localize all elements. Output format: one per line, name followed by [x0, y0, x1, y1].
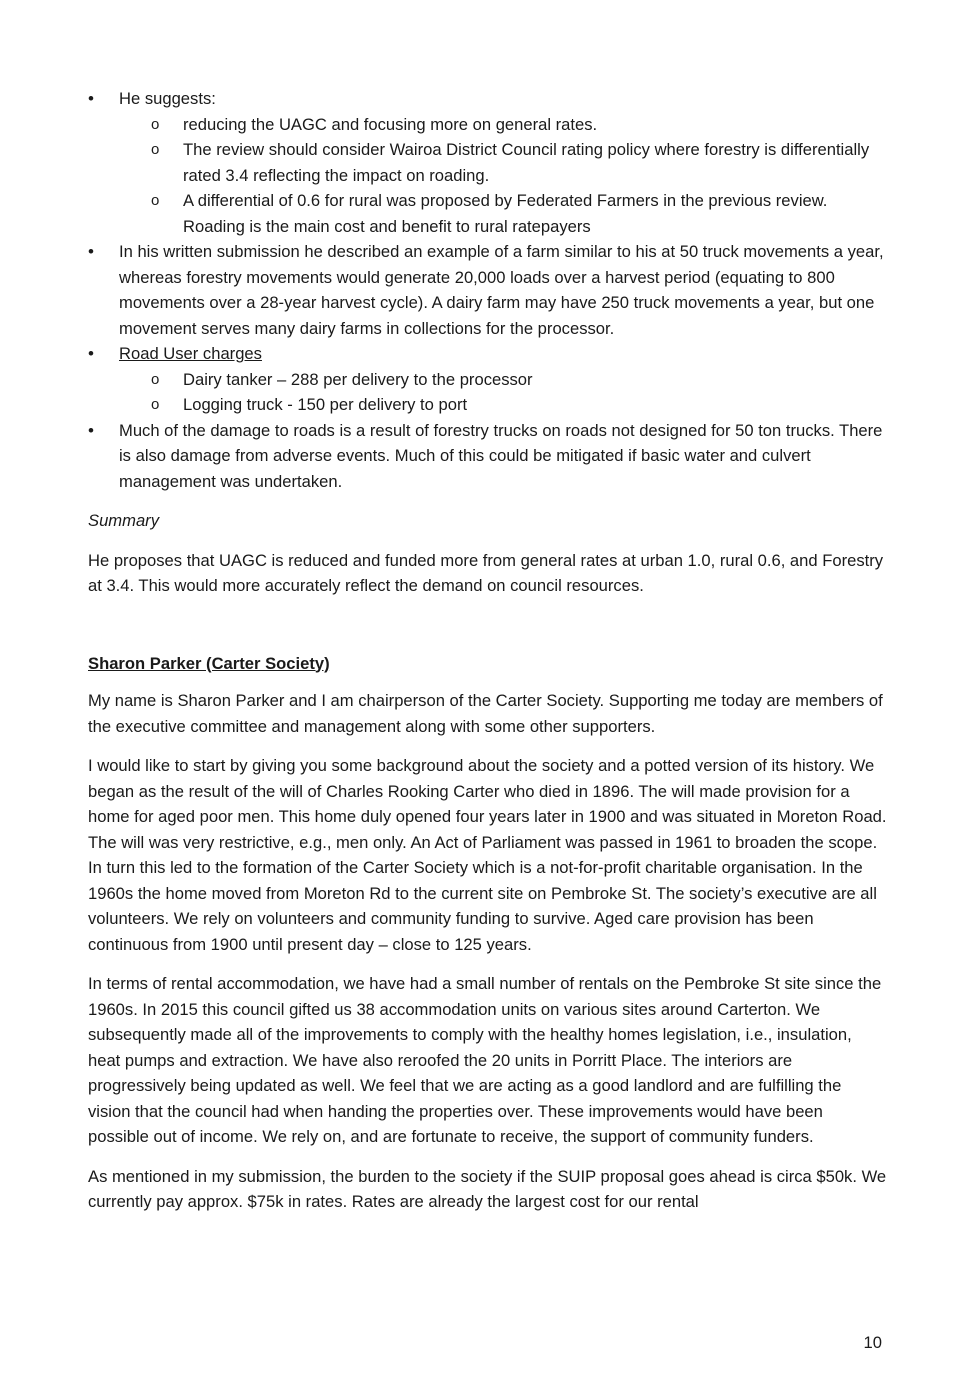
list-item	[88, 86, 888, 239]
paragraph: As mentioned in my submission, the burden to the society if the SUIP proposal goes ahead is circa $50k. We currently pay approx. $75k in rates. Rates are already the largest cost for our rental	[88, 1166, 887, 1211]
sub-list-item: o The review should consider Wairoa District Council rating policy where forestry is differentially rated 3.4 reflecting the impact on roading.	[183, 137, 888, 188]
list-item: • In his written submission he described an example of a farm similar to his at 50 truck movements a year, whereas forestry movements would generate 20,000 loads over a harvest period (equating to 800 movements over a 28-year harvest cycle). A dairy farm may have 250 truck movements a year, but one movement serves many dairy farms in collections for the processor.	[88, 239, 888, 341]
bullet-list	[88, 86, 888, 494]
paragraph: My name is Sharon Parker and I am chairperson of the Carter Society. Supporting me today are members of the executive committee and management along with some other supporters.	[88, 691, 883, 736]
sub-list-item: o Dairy tanker – 288 per delivery to the processor	[183, 367, 888, 393]
document-page	[88, 86, 888, 1229]
list-item-text: He suggests:	[119, 89, 216, 108]
page-number: 10	[863, 1333, 882, 1352]
sub-list	[119, 112, 888, 240]
summary-paragraph: He proposes that UAGC is reduced and funded more from general rates at urban 1.0, rural 0.6, and Forestry at 3.4. This would more accurately reflect the demand on council resources.	[88, 550, 884, 595]
sub-list-item: o reducing the UAGC and focusing more on general rates.	[183, 112, 888, 138]
list-item: • Much of the damage to roads is a result of forestry trucks on roads not designed for 50 ton trucks. There is also damage from adverse events. Much of this could be mitigated if basic water and culvert management was undertaken.	[88, 418, 888, 495]
list-item	[88, 341, 888, 418]
section-heading: Sharon Parker (Carter Society)	[88, 653, 330, 673]
sub-list	[119, 367, 888, 418]
paragraph: In terms of rental accommodation, we have had a small number of rentals on the Pembroke St site since the 1960s. In 2015 this council gifted us 38 accommodation units on various sites around Carterton. We subsequently made all of the improvements to comply with the healthy homes legislation, i.e., insulation, heat pumps and extraction. We have also reroofed the 20 units in Porritt Place. The interiors are progressively being updated as well. We feel that we are acting as a good landlord and are fulfilling the vision that the council had when handing the properties over. These improvements would have been possible out of income. We rely on, and are fortunate to receive, the support of community funders.	[88, 974, 882, 1146]
sub-list-item: o A differential of 0.6 for rural was proposed by Federated Farmers in the previous review. Roading is the main cost and benefit to rural ratepayers	[183, 188, 888, 239]
sub-list-item: o Logging truck - 150 per delivery to port	[183, 392, 888, 418]
summary-label: Summary	[88, 511, 159, 530]
list-item-text: Road User charges	[119, 344, 262, 363]
paragraph: I would like to start by giving you some background about the society and a potted version of its history. We began as the result of the will of Charles Rooking Carter who died in 1896. The will made provision for a home for aged poor men. This home duly opened four years later in 1900 and was situated in Moreton Road. The will was very restrictive, e.g., men only. An Act of Parliament was passed in 1961 to broaden the scope. In turn this led to the formation of the Carter Society which is a not-for-profit charitable organisation. In the 1960s the home moved from Moreton Rd to the current site on Pembroke St. The society’s executive are all volunteers. We rely on volunteers and community funding to survive. Aged care provision has been continuous from 1900 until present day – close to 125 years.	[88, 756, 887, 954]
